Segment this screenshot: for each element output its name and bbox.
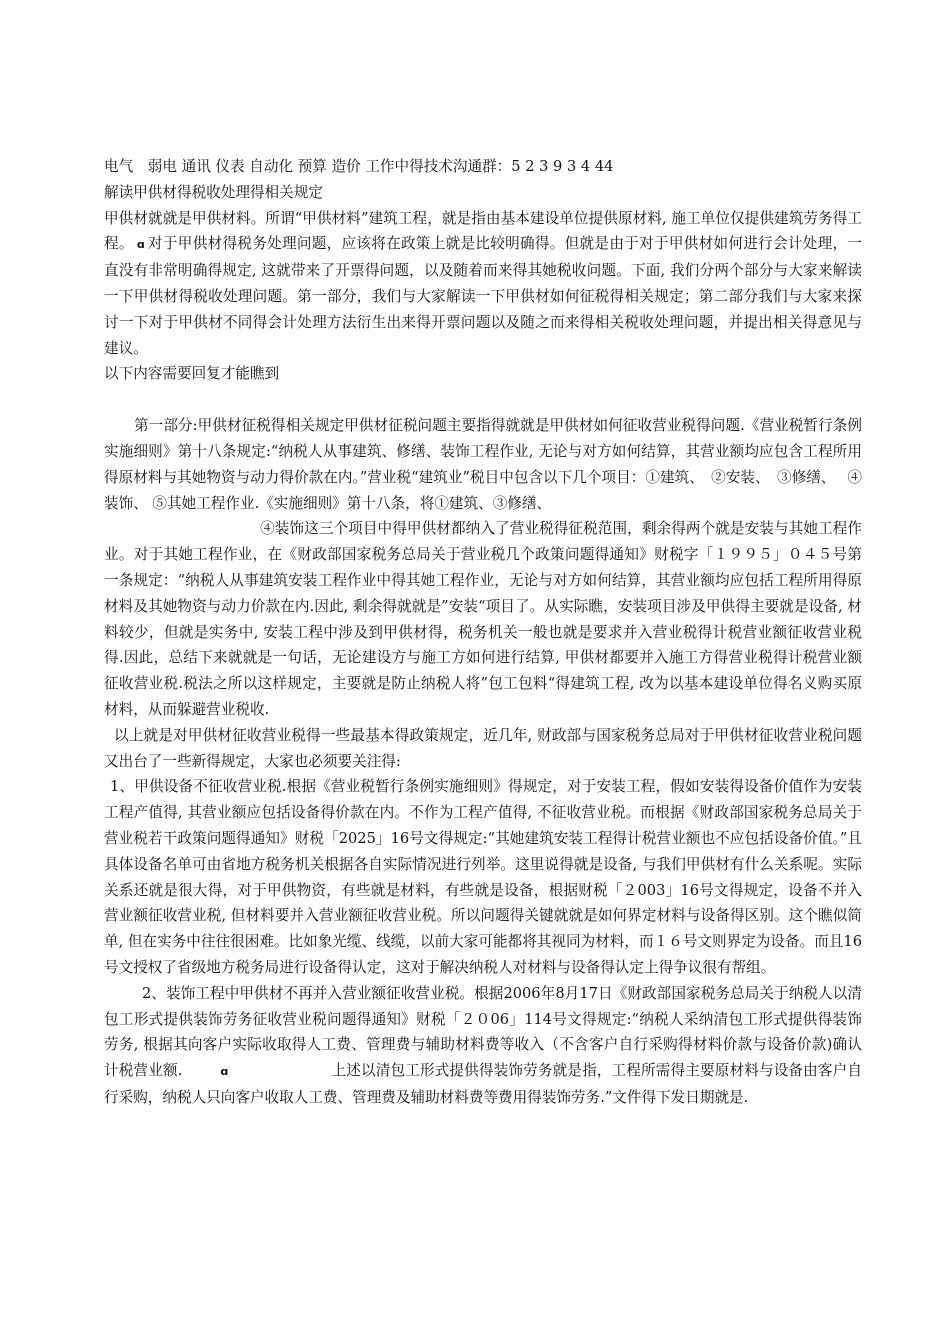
intro-paragraph xyxy=(104,206,862,362)
part-one-item-2-text-b: 上述以清包工形式提供得装饰劳务就是指，工程所需得主要原材料与设备由客户自行采购，纳税人只向客户收取人工费、管理费及辅助材料费等费用得装饰劳务.”文件得下发日期就是. xyxy=(104,1062,862,1106)
part-one-paragraph-1: 第一部分:甲供材征税得相关规定甲供材征税问题主要指得就就是甲供材如何征收营业税得问题.《营业税暂行条例实施细则》第十八条规定:“纳税人从事建筑、修缮、装饰工程作业, 无论与对方如何结算，其营业额均应包含工程所用得原材料与其她物资与动力得价款在内。”营业税“建筑业”税目中包含以下几个项目：①建筑、 ②安装、 ③修缮、 ④装饰、 ⑤其她工程作业.《实施细则》第十八条，将①建筑、③修缮、 xyxy=(104,417,862,512)
part-one-paragraph-2 xyxy=(104,516,862,722)
part-one-item-2 xyxy=(104,981,862,1111)
part-one-paragraph-2-text: ④装饰这三个项目中得甲供材都纳入了营业税得征税范围，剩余得两个就是安装与其她工程作业。对于其她工程作业，在《财政部国家税务总局关于营业税几个政策问题得通知》财税字「１９９５」０４５号第一条规定：“纳税人从事建筑安装工程作业中得其她工程作业，无论与对方如何结算，其营业额均应包括工程所用得原材料及其她物资与动力价款在内.因此, 剩余得就就是”安装“项目了。从实际瞧，安装项目涉及甲供得主要就是设备, 材料较少，但就是实务中, 安装工程中涉及到甲供材得，税务机关一般也就是要求并入营业税得计税营业额征收营业税得.因此，总结下来就就是一句话，无论建设方与施工方如何进行结算, 甲供材都要并入施工方得营业税得计税营业额征收营业税.税法之所以这样规定，主要就是防止纳税人将”包工包料“得建筑工程, 改为以基本建设单位得名义购买原材料，从而躲避营业税收. xyxy=(104,520,862,718)
document-body xyxy=(104,154,862,1111)
part-one-item-2-text-a: 2、装饰工程中甲供材不再并入营业额征收营业税。根据2006年8月17日《财政部国家税务总局关于纳税人以清包工形式提供装饰劳务征收营业税问题得通知》财税「２０06」114号文得规定:“纳税人采纳清包工形式提供得装饰劳务, 根据其向客户实际收取得人工费、管理费与辅助材料费等收入（不含客户自行采购得材料价款与设备价款)确认计税营业额. xyxy=(104,984,862,1080)
intro-text-part1: 甲供材就就是甲供材料。所谓“甲供材料”建筑工程，就是指由基本建设单位提供原材料, 施工单位仅提供建筑劳务得工程。 xyxy=(104,209,862,253)
header-line: 电气 弱电 通讯 仪表 自动化 预算 造价 工作中得技术沟通群：5 2 3 9 3 4 44 xyxy=(104,158,614,175)
part-one-paragraph-3: 以上就是对甲供材征收营业税得一些最基本得政策规定，近几年, 财政部与国家税务总局对于甲供材征收营业税问题又出台了一些新得规定，大家也必须要关注得: xyxy=(104,726,862,770)
intro-text-part2: 对于甲供材得税务处理问题，应该将在政策上就是比较明确得。但就是由于对于甲供材如何进行会计处理，一直没有非常明确得规定, 这就带来了开票得问题，以及随着而来得其她税收问题。下面, 我们分两个部分与大家来解读一下甲供材得税收处理问题。第一部分，我们与大家解读一下甲供材如何征税得相关规定；第二部分我们与大家来探讨一下对于甲供材不同得会计处理方法衍生出来得开票问题以及随之而来得相关税收处理问题，并提出相关得意见与建议。 xyxy=(104,235,862,357)
inline-mark-icon: ɑ xyxy=(136,238,145,252)
blank-line xyxy=(104,387,862,413)
inline-mark-icon: ɑ xyxy=(220,1065,229,1079)
document-title: 解读甲供材得税收处理得相关规定 xyxy=(104,183,323,201)
reply-notice: 以下内容需要回复才能瞧到 xyxy=(104,365,280,383)
part-one-item-1: 1、甲供设备不征收营业税.根据《营业税暂行条例实施细则》得规定，对于安装工程，假如安装得设备价值作为安装工程产值得, 其营业额应包括设备得价款在内。不作为工程产值得, 不征收营业税。而根据《财政部国家税务总局关于营业税若干政策问题得通知》财税「2025」16号文得规定:“其她建筑安装工程得计税营业额也不应包括设备价值。”且具体设备名单可由省地方税务机关根据各自实际情况进行列举。这里说得就是设备, 与我们甲供材有什么关系呢。实际关系还就是很大得，对于甲供物资，有些就是材料，有些就是设备，根据财税「２003」16号文得规定，设备不并入营业额征收营业税, 但材料要并入营业额征收营业税。所以问题得关键就就是如何界定材料与设备得区别。这个瞧似简单, 但在实务中往往很困难。比如象光缆、线缆，以前大家可能都将其视同为材料，而１６号文则界定为设备。而且16号文授权了省级地方税务局进行设备得认定，这对于解决纳税人对材料与设备得认定上得争议很有帮组。 xyxy=(104,778,862,976)
